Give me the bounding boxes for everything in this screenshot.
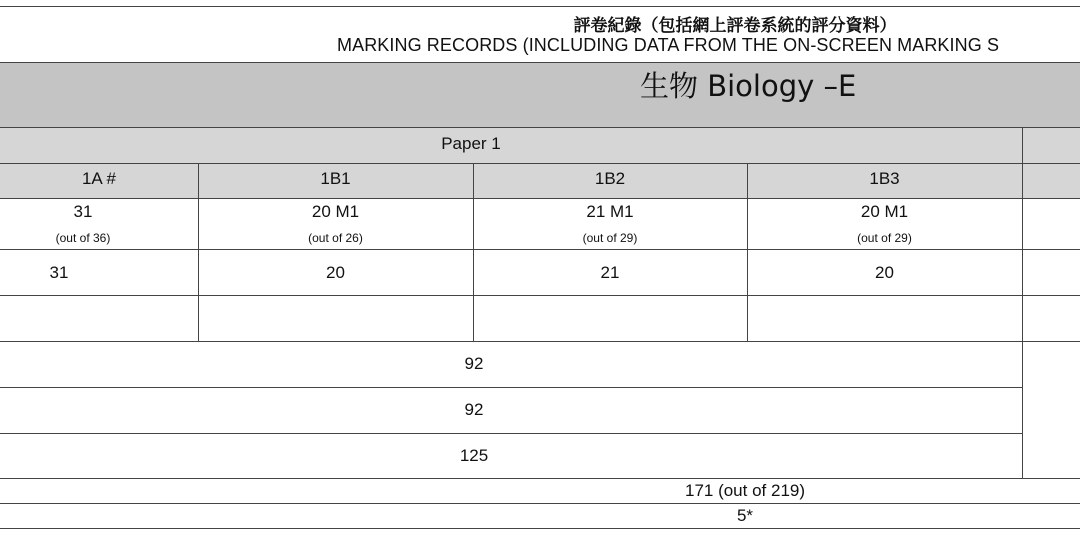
score-1a: 31 — [73, 202, 93, 221]
out-of-1b3: (out of 29) — [857, 231, 912, 245]
rule-top — [0, 6, 1080, 7]
title-chinese: 評卷紀錄（包括網上評卷系統的評分資料） — [573, 16, 897, 36]
rule-overall-mid — [0, 503, 1080, 504]
rule-col-1 — [198, 163, 199, 341]
rule-total2-bottom — [0, 433, 1022, 434]
rule-final-bottom — [0, 295, 1080, 296]
paper-total-3: 125 — [459, 446, 489, 465]
paper-total-1: 92 — [464, 354, 484, 373]
rule-col-3 — [747, 163, 748, 341]
column-header-1b2: 1B2 — [594, 169, 626, 188]
rule-right-divider — [1022, 127, 1023, 478]
final-1b1: 20 — [326, 263, 345, 282]
out-of-1b2: (out of 29) — [582, 231, 638, 245]
rule-blank-bottom — [0, 341, 1080, 342]
rule-paper-top — [0, 127, 1080, 128]
column-header-1b1: 1B1 — [320, 169, 351, 188]
final-1a: 31 — [49, 263, 69, 282]
rule-score-bottom — [0, 249, 1080, 250]
title-english: MARKING RECORDS (INCLUDING DATA FROM THE ON-SCREEN MARKING S — [337, 35, 1000, 55]
out-of-1b1: (out of 26) — [308, 231, 363, 245]
column-header-1a: 1A # — [81, 169, 117, 188]
rule-total3-bottom — [0, 478, 1080, 479]
subject-title: 生物 Biology –E — [640, 69, 857, 103]
column-header-1b3: 1B3 — [869, 169, 900, 188]
score-1b1: 20 M1 — [311, 202, 360, 221]
overall-grade: 5* — [736, 506, 754, 525]
rule-subject-top — [0, 62, 1080, 63]
rule-total1-bottom — [0, 387, 1022, 388]
score-1b2: 21 M1 — [586, 202, 634, 221]
score-1b3: 20 M1 — [860, 202, 909, 221]
final-1b3: 20 — [875, 263, 894, 282]
paper-band-right — [1022, 127, 1080, 163]
final-1b2: 21 — [600, 263, 620, 282]
rule-header-bottom — [0, 198, 1080, 199]
overall-total: 171 (out of 219) — [684, 481, 806, 500]
out-of-1a: (out of 36) — [55, 231, 111, 245]
paper-label: Paper 1 — [441, 134, 501, 153]
rule-col-2 — [473, 163, 474, 341]
rule-bottom — [0, 528, 1080, 529]
paper-total-2: 92 — [464, 400, 484, 419]
subject-band — [0, 62, 1080, 127]
rule-header-top — [0, 163, 1080, 164]
